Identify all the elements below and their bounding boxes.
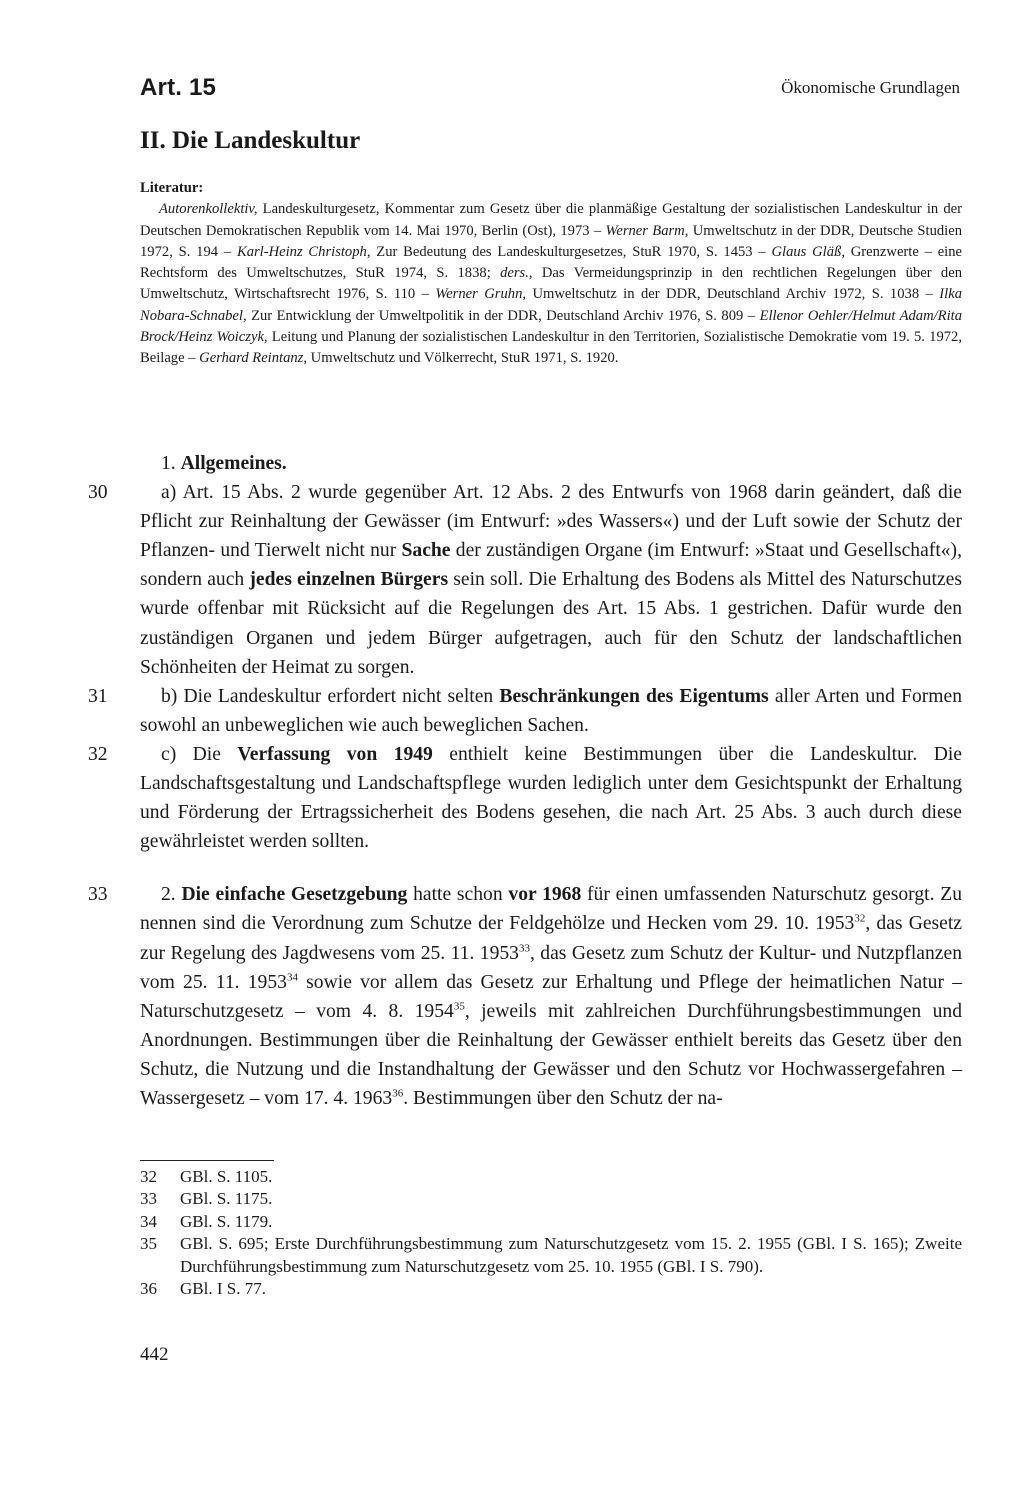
emphasis: Beschränkungen des Eigentums: [499, 685, 769, 707]
footnotes: [140, 1166, 962, 1300]
main-text: [88, 449, 962, 1113]
lit-author: Karl-Heinz Christoph,: [236, 243, 371, 260]
lit-text: Grenzwerte – eine Rechtsform des Umweltschutzes, StuR 1974, S. 1838;: [140, 243, 963, 282]
paragraph-text: sein soll. Die Erhaltung des Bodens als Mittel des Naturschutzes wurde offenbar mit Rücksicht auf die Regelungen des Art. 15 Abs. 1 gestrichen. Dafür wurde den zuständigen Organen und jedem Bürger aufgetragen, auch für den Schutz der landschaftlichen Schönheiten der Heimat zu sorgen.: [140, 569, 962, 678]
paragraph-text: für einen umfassenden Naturschutz gesorgt. Zu nennen sind die Verordnung zum Schutze der Feldgehölze und Hecken vom 29. 10. 1953: [140, 884, 962, 935]
emphasis: Verfassung von 1949: [237, 743, 433, 765]
lit-text: Leitung und Planung der sozialistischen Landeskultur in den Territorien, Sozialistische Demokratie vom 19. 5. 1972, Beilage –: [140, 329, 963, 367]
lit-author: Autorenkollektiv,: [159, 201, 258, 218]
lit-text: Zur Bedeutung des Landeskulturgesetzes, StuR 1970, S. 1453 –: [370, 243, 772, 260]
margin-number: 31: [88, 685, 108, 707]
footnote-ref[interactable]: 33: [518, 941, 530, 954]
paragraph-text: b) Die Landeskultur erfordert nicht selten: [161, 685, 500, 707]
literature-text: [140, 199, 962, 369]
footnote: [140, 1166, 962, 1188]
footnote-number: 35: [140, 1234, 157, 1254]
paragraph-30: [88, 478, 962, 682]
page-number: 442: [140, 1344, 169, 1365]
paragraph-33: [88, 880, 962, 1113]
lit-text: Zur Entwicklung der Umweltpolitik in der DDR, Deutschland Archiv 1976, S. 809 –: [246, 307, 760, 324]
lit-text: Das Vermeidungsprinzip in den rechtlichen Regelungen über den Umweltschutz, Wirtschaftsrecht 1976, S. 110 –: [140, 265, 963, 303]
lit-text: Umweltschutz in der DDR, Deutschland Archiv 1972, S. 1038 –: [526, 286, 940, 303]
lit-text: Landeskulturgesetz, Kommentar zum Gesetz über die planmäßige Gestaltung der sozialistischen Landeskultur in der Deutschen Demokratischen Republik vom 14. Mai 1970, Berlin (Ost), 1973 –: [140, 201, 962, 239]
footnote: [140, 1211, 962, 1233]
footnote-number: 33: [140, 1189, 157, 1209]
footnote-text: GBl. S. 1179.: [180, 1211, 273, 1231]
paragraph-32: [88, 740, 962, 856]
emphasis: jedes einzelnen Bürgers: [249, 569, 449, 591]
lit-author: Ellenor Oehler/Helmut Adam/Rita Brock/Heinz Woiczyk,: [140, 307, 963, 346]
lit-author: Werner Barm,: [605, 222, 689, 239]
emphasis: Sache: [401, 540, 451, 562]
emphasis: Die einfache Gesetzgebung: [181, 884, 408, 906]
margin-number: 32: [88, 743, 108, 765]
paragraph-text: , jeweils mit zahlreichen Durchführungsbestimmungen und Anordnungen. Bestimmungen über die Reinhaltung der Gewässer enthielt bereits das Gesetz über den Schutz, die Nutzung und die Instandhaltung der Gewässer und den Schutz vor Hochwassergefahren – Wassergesetz – vom 17. 4. 1963: [140, 1000, 962, 1109]
footnote: [140, 1233, 962, 1278]
footnote-number: 32: [140, 1167, 157, 1186]
article-number: Art. 15: [140, 74, 217, 101]
heading-number: 1.: [161, 453, 181, 474]
footnote: [140, 1188, 962, 1210]
lit-author: Werner Gruhn,: [435, 286, 527, 303]
footnote-text: GBl. I S. 77.: [180, 1279, 266, 1299]
paragraph-text: a) Art. 15 Abs. 2 wurde gegenüber Art. 12 Abs. 2 des Entwurfs von 1968 darin geändert, daß die Pflicht zur Reinhaltung der Gewässer (im Entwurf: »des Wassers«) und der Luft sowie der Schutz der Pflanzen- und Tierwelt nicht nur: [140, 482, 962, 562]
footnote-ref[interactable]: 32: [854, 912, 866, 925]
paragraph-text: , das Gesetz zum Schutz der Kultur- und Nutzpflanzen vom 25. 11. 1953: [140, 942, 962, 993]
footnote-ref[interactable]: 35: [453, 1000, 465, 1013]
literature-label: Literatur:: [140, 180, 204, 196]
paragraph-text: . Bestimmungen über den Schutz der na-: [403, 1087, 723, 1109]
paragraph-31: [88, 682, 962, 740]
lit-text: Umweltschutz und Völkerrecht, StuR 1971, S. 1920.: [307, 350, 619, 367]
lit-author: Gerhard Reintanz,: [199, 350, 307, 367]
margin-number: 33: [88, 884, 108, 906]
footnote-number: 34: [140, 1211, 157, 1231]
footnote-text: GBl. S. 1175.: [180, 1189, 273, 1209]
paragraph-text: enthielt keine Bestimmungen über die Landeskultur. Die Landschaftsgestaltung und Landschaftspflege wurden lediglich unter dem Gesichtspunkt der Erhaltung und Förderung der Ertragssicherheit des Bodens gesehen, die nach Art. 25 Abs. 3 auch durch diese gewährleistet werden sollten.: [140, 743, 962, 853]
lit-author: Ilka Nobara-Schnabel,: [140, 286, 962, 324]
footnote: [140, 1278, 962, 1300]
paragraph-text: aller Arten und Formen sowohl an unbeweglichen wie auch beweglichen Sachen.: [140, 685, 962, 736]
footnote-divider: [140, 1160, 274, 1161]
margin-number: 30: [88, 482, 108, 504]
paragraph-text: der zuständigen Organe (im Entwurf: »Staat und Gesellschaft«), sondern auch: [140, 540, 962, 591]
paragraph-text: sowie vor allem das Gesetz zur Erhaltung und Pflege der heimatlichen Natur – Naturschutzgesetz – vom 4. 8. 1954: [140, 971, 962, 1022]
section-title: II. Die Landeskultur: [140, 127, 361, 154]
heading-text: Allgemeines.: [180, 453, 287, 474]
lit-author: ders.,: [500, 265, 533, 282]
emphasis: vor 1968: [508, 884, 582, 906]
paragraph-text: hatte schon: [407, 884, 509, 906]
paragraph-text: , das Gesetz zur Regelung des Jagdwesens vom 25. 11. 1953: [140, 913, 962, 964]
running-title: Ökonomische Grundlagen: [781, 78, 960, 97]
lit-author: Glaus Gläß,: [771, 243, 845, 260]
footnote-text: GBl. S. 1105.: [180, 1167, 273, 1186]
paragraph-text: 2.: [161, 884, 182, 906]
footnote-number: 36: [140, 1279, 157, 1299]
subsection-heading: [140, 449, 962, 478]
paragraph-text: c) Die: [161, 743, 238, 765]
footnote-ref[interactable]: 36: [392, 1087, 404, 1100]
footnote-text: GBl. S. 695; Erste Durchführungsbestimmung zum Naturschutzgesetz vom 15. 2. 1955 (GBl. I S. 165); Zweite Durchführungsbestimmung zum Naturschutzgesetz vom 25. 10. 1955 (GBl. I S. 790).: [180, 1234, 962, 1276]
literature-block: [140, 178, 962, 370]
lit-text: Umweltschutz in der DDR, Deutsche Studien 1972, S. 194 –: [140, 222, 963, 260]
footnote-ref[interactable]: 34: [286, 971, 298, 984]
